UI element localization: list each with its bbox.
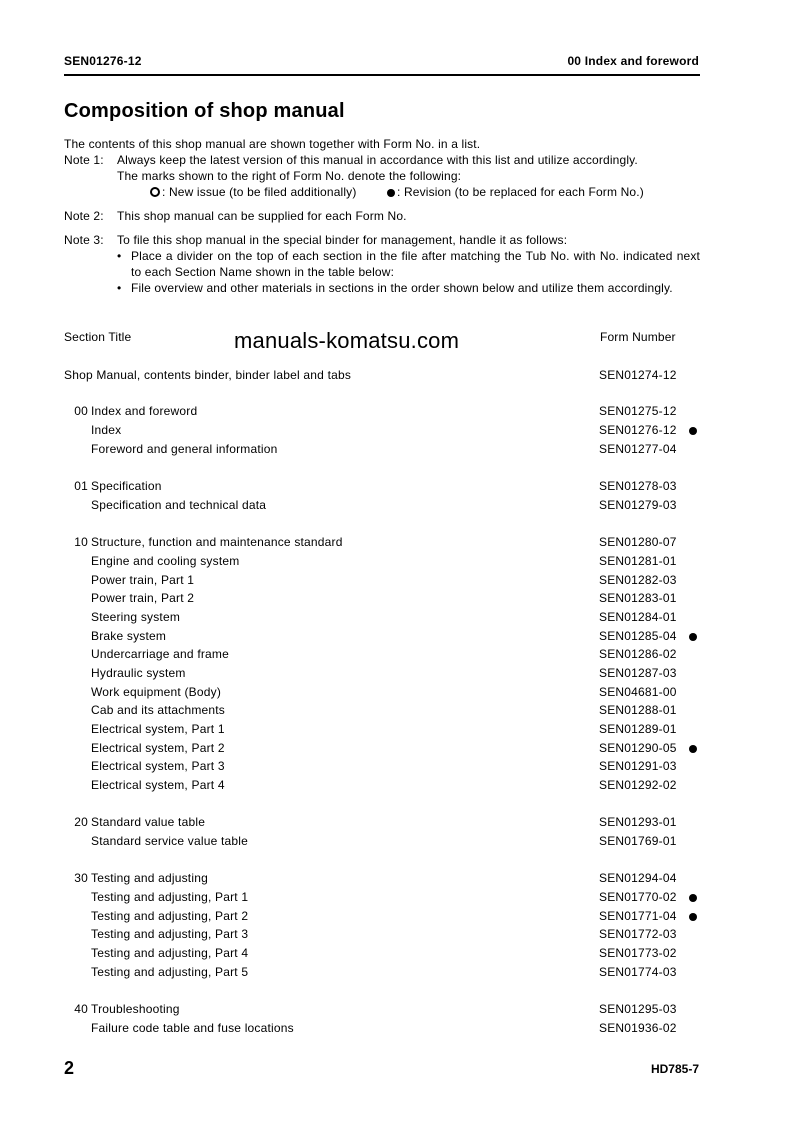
form-number: SEN01773-02	[599, 946, 677, 960]
column-header-form-number: Form Number	[600, 330, 676, 344]
section-number: 00	[74, 404, 88, 418]
form-number: SEN01280-07	[599, 535, 677, 549]
section-title: Testing and adjusting, Part 5	[91, 965, 249, 979]
section-title: Failure code table and fuse locations	[91, 1021, 294, 1035]
note3-label: Note 3:	[64, 233, 104, 247]
note3-bullet1: Place a divider on the top of each section in the file after matching the Tub No. with No. indicated next to each Section Name shown in the table below:	[131, 249, 700, 279]
form-number: SEN01274-12	[599, 368, 677, 382]
section-title: Standard value table	[91, 815, 206, 829]
note1-line2: The marks shown to the right of Form No. denote the following:	[117, 169, 462, 183]
note2-text: This shop manual can be supplied for each Form No.	[117, 209, 407, 223]
section-title: Index	[91, 423, 122, 437]
table-row	[0, 965, 793, 983]
table-row	[0, 722, 793, 740]
form-number: SEN01276-12	[599, 423, 677, 437]
section-title: Engine and cooling system	[91, 554, 240, 568]
form-number: SEN01294-04	[599, 871, 677, 885]
revision-mark-icon	[689, 745, 697, 753]
section-title: Testing and adjusting, Part 3	[91, 927, 249, 941]
table-row	[0, 759, 793, 777]
form-number: SEN01289-01	[599, 722, 677, 736]
page-number: 2	[64, 1058, 75, 1078]
form-number: SEN01290-05	[599, 741, 677, 755]
bullet-icon: •	[117, 281, 122, 295]
section-title: Specification and technical data	[91, 498, 267, 512]
section-heading: 00 Index and foreword	[567, 54, 699, 68]
note1-label: Note 1:	[64, 153, 104, 167]
note2-label: Note 2:	[64, 209, 104, 223]
section-title: Structure, function and maintenance standard	[91, 535, 343, 549]
section-title: Specification	[91, 479, 162, 493]
form-number: SEN01282-03	[599, 573, 677, 587]
table-row	[0, 871, 793, 889]
table-row	[0, 610, 793, 628]
table-row	[0, 778, 793, 796]
revision-mark-icon	[689, 894, 697, 902]
form-number: SEN01277-04	[599, 442, 677, 456]
table-row	[0, 1021, 793, 1039]
revision-mark-icon	[689, 913, 697, 921]
section-number: 30	[74, 871, 88, 885]
form-number: SEN01279-03	[599, 498, 677, 512]
section-title: Undercarriage and frame	[91, 647, 230, 661]
section-number: 10	[74, 535, 88, 549]
section-title: Electrical system, Part 3	[91, 759, 225, 773]
section-title: Steering system	[91, 610, 181, 624]
section-title: Electrical system, Part 2	[91, 741, 225, 755]
section-title: Electrical system, Part 1	[91, 722, 225, 736]
form-number: SEN01291-03	[599, 759, 677, 773]
table-row	[0, 815, 793, 833]
form-number: SEN01284-01	[599, 610, 677, 624]
table-row	[0, 591, 793, 609]
form-number: SEN01287-03	[599, 666, 677, 680]
revision-mark-icon	[387, 189, 395, 197]
table-row	[0, 927, 793, 945]
form-number: SEN01770-02	[599, 890, 677, 904]
watermark-text: manuals-komatsu.com	[234, 328, 460, 353]
section-title: Cab and its attachments	[91, 703, 226, 717]
table-row	[0, 685, 793, 703]
form-number: SEN01936-02	[599, 1021, 677, 1035]
table-row	[0, 741, 793, 759]
section-title: Index and foreword	[91, 404, 198, 418]
bullet-icon: •	[117, 249, 122, 263]
legend-revision-label: : Revision (to be replaced for each Form No.)	[397, 185, 644, 199]
table-row	[0, 890, 793, 908]
form-number: SEN01293-01	[599, 815, 677, 829]
form-number: SEN01283-01	[599, 591, 677, 605]
intro-text: The contents of this shop manual are shown together with Form No. in a list.	[64, 137, 481, 151]
model-name: HD785-7	[650, 1062, 699, 1076]
section-number: 01	[74, 479, 88, 493]
form-number: SEN01275-12	[599, 404, 677, 418]
table-row	[0, 647, 793, 665]
table-row	[0, 498, 793, 516]
table-row	[0, 442, 793, 460]
legend-revision	[387, 184, 644, 200]
form-number: SEN01288-01	[599, 703, 677, 717]
form-number: SEN01285-04	[599, 629, 677, 643]
form-number: SEN01774-03	[599, 965, 677, 979]
new-issue-mark-icon	[150, 187, 160, 197]
form-number: SEN01292-02	[599, 778, 677, 792]
revision-mark-icon	[689, 633, 697, 641]
section-title: Shop Manual, contents binder, binder label and tabs	[64, 368, 352, 382]
page-title: Composition of shop manual	[64, 100, 345, 122]
legend-new-issue-label: : New issue (to be filed additionally)	[162, 185, 357, 199]
table-row	[0, 946, 793, 964]
form-number: SEN04681-00	[599, 685, 677, 699]
section-title: Standard service value table	[91, 834, 249, 848]
table-row	[0, 423, 793, 441]
form-number: SEN01772-03	[599, 927, 677, 941]
section-title: Electrical system, Part 4	[91, 778, 225, 792]
table-row	[0, 404, 793, 422]
form-number: SEN01281-01	[599, 554, 677, 568]
table-row	[0, 703, 793, 721]
header-divider	[64, 74, 700, 76]
table-row	[0, 554, 793, 572]
table-row	[0, 479, 793, 497]
note3-text: To file this shop manual in the special binder for management, handle it as follows:	[117, 233, 568, 247]
document-code: SEN01276-12	[64, 54, 142, 68]
section-title: Power train, Part 1	[91, 573, 195, 587]
section-title: Work equipment (Body)	[91, 685, 222, 699]
note1-line1: Always keep the latest version of this manual in accordance with this list and utilize accordingly.	[117, 153, 638, 167]
section-title: Testing and adjusting	[91, 871, 208, 885]
section-title: Testing and adjusting, Part 2	[91, 909, 249, 923]
legend-new-issue	[150, 184, 356, 200]
form-number: SEN01769-01	[599, 834, 677, 848]
table-row	[0, 368, 793, 386]
form-number: SEN01771-04	[599, 909, 677, 923]
table-row	[0, 834, 793, 852]
form-number: SEN01295-03	[599, 1002, 677, 1016]
section-title: Brake system	[91, 629, 167, 643]
table-row	[0, 573, 793, 591]
section-title: Foreword and general information	[91, 442, 278, 456]
section-title: Testing and adjusting, Part 4	[91, 946, 249, 960]
column-header-section-title: Section Title	[64, 330, 132, 344]
section-number: 20	[74, 815, 88, 829]
note3-bullet2: File overview and other materials in sections in the order shown below and utilize them accordingly.	[131, 281, 673, 295]
table-row	[0, 1002, 793, 1020]
table-row	[0, 666, 793, 684]
section-title: Hydraulic system	[91, 666, 186, 680]
form-number: SEN01278-03	[599, 479, 677, 493]
section-title: Power train, Part 2	[91, 591, 195, 605]
section-number: 40	[74, 1002, 88, 1016]
table-row	[0, 629, 793, 647]
form-number: SEN01286-02	[599, 647, 677, 661]
section-title: Testing and adjusting, Part 1	[91, 890, 249, 904]
table-row	[0, 909, 793, 927]
table-row	[0, 535, 793, 553]
section-title: Troubleshooting	[91, 1002, 180, 1016]
revision-mark-icon	[689, 427, 697, 435]
